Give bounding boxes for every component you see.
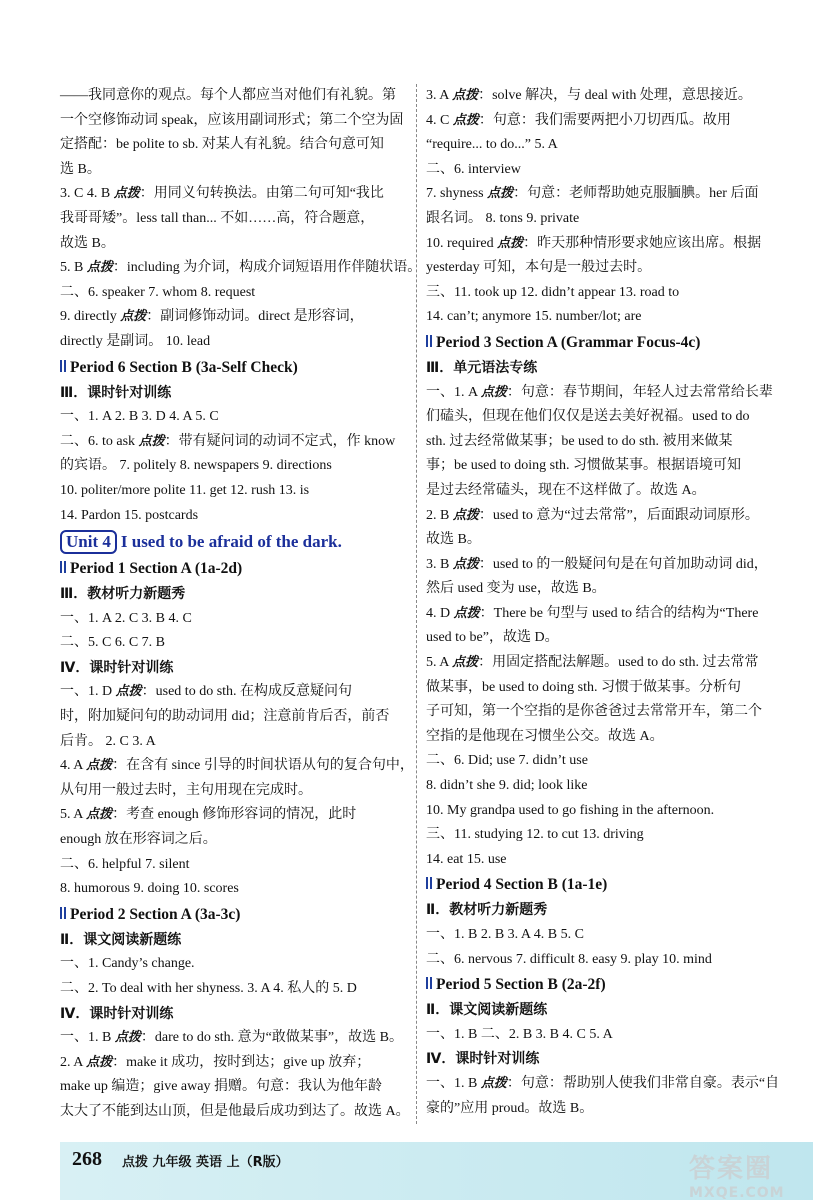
answer-line: 的宾语。 7. politely 8. newspapers 9. directions [60, 458, 332, 474]
answer-line: 10. politer/more polite 11. get 12. rush 13. is [60, 482, 310, 498]
answer-line: 二、2. To deal with her shyness. 3. A 4. 私人的 5. D [60, 981, 357, 996]
answer-line-with-tip [60, 305, 410, 330]
book-title: 点拨 九年级 英语 上（R版） [122, 1155, 289, 1170]
answer-line: 时，附加疑问句的助动词用 did；注意前肯后否，前否 [60, 709, 390, 725]
answer-line: 一、1. A 2. C 3. B 4. C [60, 610, 192, 626]
tip-label: 点拨 [86, 758, 113, 774]
answer-line: 后肯。 2. C 3. A [60, 733, 156, 749]
answer-line-with-tip [60, 680, 410, 705]
answer-line: 一个空修饰动词 speak，应该用副词形式；第二个空为固 [60, 112, 404, 128]
answer-line: 豪的”应用 proud。故选 B。 [426, 1100, 594, 1116]
answer-line-with-tip [60, 182, 410, 207]
answer-line: 从句用一般过去时，主句用现在完成时。 [60, 782, 312, 798]
answer-line: 二、6. Did; use 7. didn’t use [426, 753, 588, 769]
period-heading [60, 902, 410, 928]
period-heading [426, 330, 772, 356]
answer-line-with-tip [426, 553, 772, 578]
answer-text: 一、1. B [426, 1075, 481, 1091]
section-subheading: Ⅳ．课时针对训练 [60, 1005, 174, 1022]
tip-label: 点拨 [452, 556, 479, 572]
answer-line: 定搭配：be polite to sb. 对某人有礼貌。结合句意可知 [60, 137, 384, 153]
answer-line: enough 放在形容词之后。 [60, 832, 217, 848]
column-divider [416, 84, 417, 1124]
watermark-text: 答案圈 [689, 1154, 774, 1184]
answer-line: 14. eat 15. use [426, 851, 507, 867]
tip-label: 点拨 [452, 655, 479, 671]
answer-line-with-tip [60, 1051, 410, 1076]
answer-line: 我哥哥矮”。less tall than... 不如……高，符合题意， [60, 210, 375, 226]
answer-text: 2. B [426, 507, 453, 523]
answer-line: 二、6. helpful 7. silent [60, 856, 190, 872]
period-heading-text: Period 6 Section B (3a-Self Check) [70, 358, 298, 376]
tip-label: 点拨 [115, 684, 142, 700]
answer-line: make up 编造；give away 捐赠。句意：我认为他年龄 [60, 1079, 382, 1095]
answer-line-with-tip [426, 651, 772, 676]
tip-label: 点拨 [480, 1075, 507, 1091]
page-number: 268 [72, 1148, 102, 1170]
answer-line: 太大了不能到达山顶，但是他最后成功到达了。故选 A。 [60, 1103, 410, 1119]
unit-badge: Unit 4 [60, 530, 117, 554]
answer-line-with-tip [60, 1026, 410, 1051]
answer-line: 二、6. interview [426, 161, 521, 177]
period-heading [60, 556, 410, 582]
tip-text: ：在含有 since 引导的时间状语从句的复合句中， [112, 758, 414, 774]
answer-line-with-tip [60, 803, 410, 828]
answer-line: 一、1. B 二、2. B 3. B 4. C 5. A [426, 1026, 613, 1042]
tip-label: 点拨 [487, 186, 514, 202]
answer-line: 空指的是他现在习惯坐公交。故选 A。 [426, 728, 664, 744]
tip-text: ：dare to do sth. 意为“敢做某事”，故选 B。 [140, 1030, 403, 1046]
tip-label: 点拨 [497, 235, 524, 251]
answer-line: 14. can’t; anymore 15. number/lot; are [426, 309, 642, 325]
period-heading-text: Period 5 Section B (2a-2f) [436, 976, 606, 994]
heading-marker-icon [60, 907, 66, 919]
answer-line: used to be”，故选 D。 [426, 630, 559, 646]
answer-line: 故选 B。 [426, 532, 481, 548]
answer-line: 8. humorous 9. doing 10. scores [60, 881, 239, 897]
answer-text: 3. C 4. B [60, 186, 114, 202]
answer-line-with-tip [426, 84, 772, 109]
tip-text: ：used to do sth. 在构成反意疑问句 [141, 684, 353, 700]
answer-line: 是过去经常磕头，现在不这样做了。故选 A。 [426, 482, 706, 498]
unit-heading [60, 528, 410, 556]
answer-line: 三、11. took up 12. didn’t appear 13. road to [426, 284, 680, 300]
left-column [60, 84, 422, 1125]
answer-line: 二、5. C 6. C 7. B [60, 635, 166, 651]
section-subheading: Ⅱ．课文阅读新题练 [426, 1002, 548, 1019]
answer-line: 子可知，第一个空指的是你爸爸过去常常开车，第二个 [426, 704, 762, 720]
answer-line-with-tip [426, 504, 772, 529]
answer-line: 做某事，be used to doing sth. 习惯于做某事。分析句 [426, 679, 741, 695]
heading-marker-icon [426, 877, 432, 889]
answer-line: 们磕头，但现在他们仅仅是送去美好祝福。used to do [426, 409, 750, 425]
period-heading-text: Period 1 Section A (1a-2d) [70, 560, 243, 578]
answer-text: 7. shyness [426, 186, 488, 202]
answer-text: 3. A [426, 88, 453, 103]
answer-text: 一、1. D [60, 684, 116, 700]
answer-line: 故选 B。 [60, 235, 115, 251]
period-heading [426, 872, 772, 898]
tip-text: ：副词修饰动词。direct 是形容词， [146, 309, 364, 325]
section-subheading: Ⅳ．课时针对训练 [60, 659, 174, 676]
answer-line: 8. didn’t she 9. did; look like [426, 778, 588, 794]
tip-label: 点拨 [453, 605, 480, 621]
answer-line-with-tip [426, 232, 772, 257]
tip-label: 点拨 [452, 88, 479, 103]
answer-line: 跟名词。 8. tons 9. private [426, 210, 580, 226]
answer-text: 4. D [426, 605, 454, 621]
answer-line: 二、6. nervous 7. difficult 8. easy 9. play 10. mind [426, 951, 712, 967]
tip-text: ：考查 enough 修饰形容词的情况，此时 [112, 807, 357, 823]
section-subheading: Ⅱ．课文阅读新题练 [60, 931, 182, 948]
answer-line: 一、1. B 2. B 3. A 4. B 5. C [426, 927, 584, 942]
period-heading [60, 355, 410, 381]
answer-line-with-tip [426, 109, 772, 134]
tip-label: 点拨 [86, 807, 113, 823]
answer-line: 事；be used to doing sth. 习惯做某事。根据语境可知 [426, 458, 741, 474]
answer-line: ——我同意你的观点。每个人都应当对他们有礼貌。第 [60, 88, 396, 103]
tip-text: ：solve 解决，与 deal with 处理，意思接近。 [478, 88, 752, 103]
answer-line: directly 是副词。 10. lead [60, 333, 211, 349]
answer-text: 10. required [426, 235, 498, 251]
tip-label: 点拨 [120, 309, 147, 325]
tip-text: ：make it 成功，按时到达；give up 放弃； [112, 1054, 371, 1070]
tip-text: ：句意：老师帮助她克服腼腆。her 后面 [513, 186, 759, 202]
answer-text: 一、1. A [426, 384, 481, 400]
heading-marker-icon [60, 561, 66, 573]
tip-label: 点拨 [86, 260, 113, 276]
answer-text: 5. A [426, 655, 453, 671]
answer-line-with-tip [60, 754, 414, 779]
answer-line: “require... to do...” 5. A [426, 137, 558, 153]
answer-line-with-tip [426, 182, 772, 207]
tip-text: ：带有疑问词的动词不定式，作 know [164, 433, 396, 449]
answer-line: 然后 used 变为 use，故选 B。 [426, 581, 606, 597]
answer-text: 2. A [60, 1054, 87, 1070]
period-heading-text: Period 4 Section B (1a-1e) [436, 876, 608, 894]
period-heading-text: Period 2 Section A (3a-3c) [70, 905, 241, 923]
section-subheading: Ⅳ．课时针对训练 [426, 1051, 540, 1068]
answer-line-with-tip [426, 602, 772, 627]
answer-line: 一、1. Candy’s change. [60, 956, 195, 972]
answer-text: 一、1. B [60, 1030, 115, 1046]
answer-line: sth. 过去经常做某事；be used to do sth. 被用来做某 [426, 433, 733, 449]
section-subheading: Ⅱ．教材听力新题秀 [426, 902, 548, 919]
answer-line-with-tip [60, 256, 422, 281]
answer-text: 5. B [60, 260, 87, 276]
answer-line-with-tip [60, 430, 410, 455]
tip-text: ：There be 句型与 used to 结合的结构为“There [479, 605, 759, 621]
period-heading [426, 972, 772, 998]
answer-line-with-tip [426, 381, 772, 406]
heading-marker-icon [426, 335, 432, 347]
tip-text: ：used to 意为“过去常常”，后面跟动词原形。 [478, 507, 759, 523]
answer-text: 3. B [426, 556, 453, 572]
answer-text: 二、6. to ask [60, 433, 139, 449]
answer-line: 14. Pardon 15. postcards [60, 507, 199, 523]
tip-label: 点拨 [452, 507, 479, 523]
section-subheading: Ⅲ．教材听力新题秀 [60, 586, 186, 603]
answer-line: 一、1. A 2. B 3. D 4. A 5. C [60, 409, 219, 425]
tip-label: 点拨 [86, 1054, 113, 1070]
answer-text: 5. A [60, 807, 87, 823]
answer-line: 二、6. speaker 7. whom 8. request [60, 284, 256, 300]
answer-line: 10. My grandpa used to go fishing in the afternoon. [426, 802, 715, 818]
watermark-logo [689, 1148, 807, 1201]
tip-label: 点拨 [138, 433, 165, 449]
answer-line-with-tip [426, 1072, 780, 1097]
tip-label: 点拨 [452, 112, 479, 128]
page-footer [60, 1142, 813, 1200]
section-subheading: Ⅲ．课时针对训练 [60, 384, 172, 401]
section-subheading: Ⅲ．单元语法专练 [426, 359, 538, 376]
answer-line: 选 B。 [60, 161, 101, 177]
tip-text: ：用同义句转换法。由第二句可知“我比 [139, 186, 384, 202]
tip-text: ：句意：帮助别人使我们非常自豪。表示“自 [506, 1075, 780, 1091]
tip-label: 点拨 [480, 384, 507, 400]
tip-text: ：句意：我们需要两把小刀切西瓜。故用 [478, 112, 731, 128]
watermark-url: MXQE.COM [689, 1185, 785, 1201]
answer-text: 4. C [426, 112, 453, 128]
answer-text: 4. A [60, 758, 87, 774]
period-heading-text: Period 3 Section A (Grammar Focus-4c) [436, 333, 701, 351]
unit-title: I used to be afraid of the dark. [120, 532, 342, 552]
answer-line: yesterday 可知，本句是一般过去时。 [426, 260, 652, 276]
answer-line: 三、11. studying 12. to cut 13. driving [426, 827, 644, 843]
right-column [426, 84, 780, 1121]
tip-text: ：including 为介词，构成介词短语用作伴随状语。 [112, 260, 422, 276]
heading-marker-icon [426, 977, 432, 989]
answer-text: 9. directly [60, 309, 121, 325]
tip-label: 点拨 [114, 1030, 141, 1046]
tip-text: ：用固定搭配法解题。used to do sth. 过去常常 [478, 655, 759, 671]
tip-label: 点拨 [113, 186, 140, 202]
tip-text: ：句意：春节期间，年轻人过去常常给长辈 [506, 384, 773, 400]
tip-text: ：used to 的一般疑问句是在句首加助动词 did， [478, 556, 768, 572]
heading-marker-icon [60, 360, 66, 372]
tip-text: ：昨天那种情形要求她应该出席。根据 [523, 235, 762, 251]
